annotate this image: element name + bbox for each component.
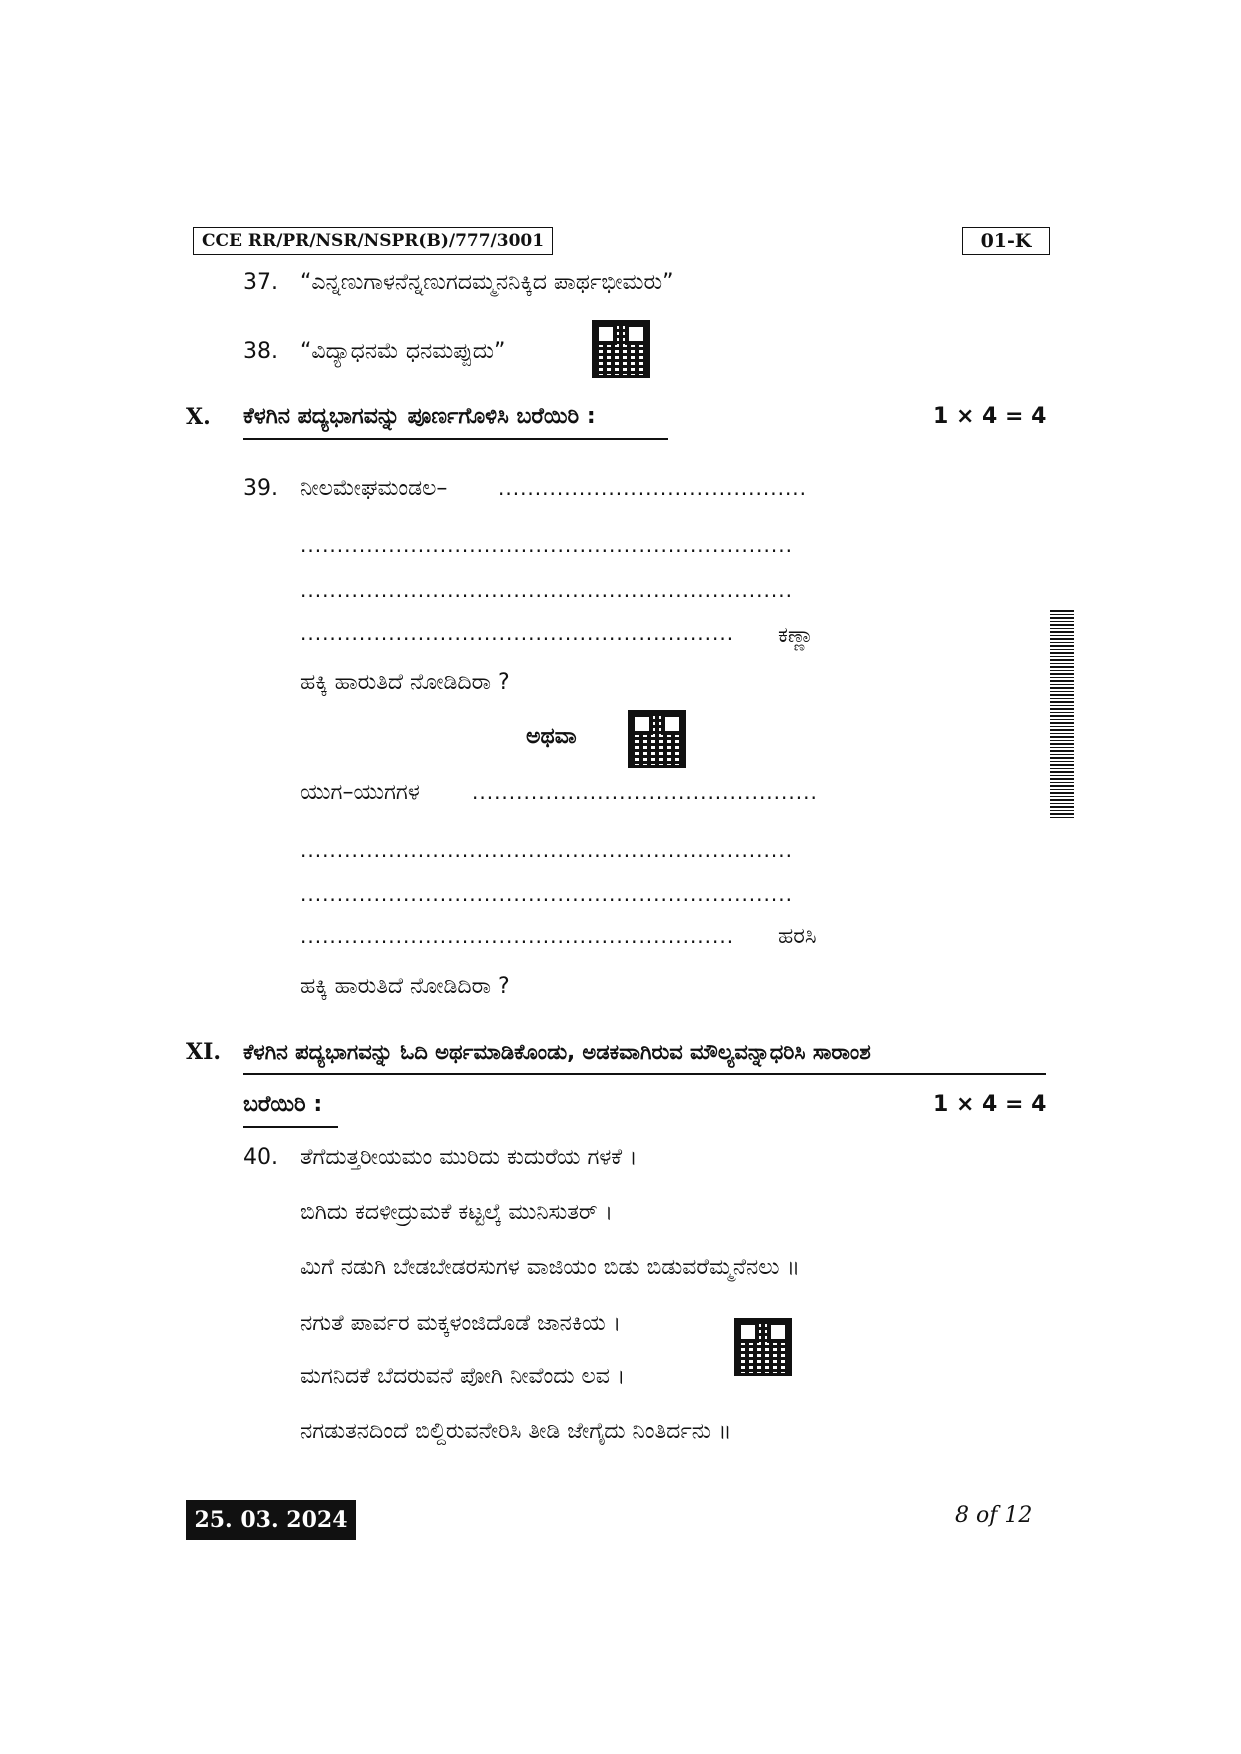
question-37-text: “ಎನ್ನಣುಗಾಳನೆನ್ನಣುಗದಮ್ಮನನಿಕ್ಕಿದ ಪಾರ್ಥಭೀಮರು” — [300, 270, 674, 295]
section-x-marks: 1 × 4 = 4 — [933, 404, 1047, 429]
paper-code: CCE RR/PR/NSR/NSPR(B)/777/3001 — [193, 227, 553, 255]
poem-line: ಮಗನಿದಕೆ ಬೆದರುವನೆ ಪೋಗಿ ನೀವೆಂದು ಲವ । — [300, 1364, 626, 1389]
barcode-icon — [1050, 610, 1074, 820]
qr-code-icon — [628, 710, 686, 768]
section-xi-title-cont: ಬರೆಯಿರಿ : — [243, 1092, 323, 1117]
blank-line: ........................................................... — [300, 621, 735, 645]
question-37-number: 37. — [243, 270, 278, 295]
blank-line: ........................................................... — [300, 924, 735, 948]
poem-line: ನಗಡುತನದಿಂದೆ ಬಿಲ್ದಿರುವನೇರಿಸಿ ತೀಡಿ ಜೇಗೈದು ನಿಂತಿರ್ದನು ॥ — [300, 1419, 732, 1444]
section-xi-title: ಕೆಳಗಿನ ಪದ್ಯಭಾಗವನ್ನು ಓದಿ ಅರ್ಥಮಾಡಿಕೊಂಡು, ಅಡಕವಾಗಿರುವ ಮೌಲ್ಯವನ್ನಾಧರಿಸಿ ಸಾರಾಂಶ — [243, 1040, 871, 1064]
poem-end-word: ಕಣ್ಣಾ — [778, 623, 814, 648]
exam-date: 25. 03. 2024 — [186, 1500, 356, 1540]
poem-refrain: ಹಕ್ಕಿ ಹಾರುತಿದೆ ನೋಡಿದಿರಾ ? — [300, 974, 510, 999]
question-39-number: 39. — [243, 476, 278, 501]
question-38-number: 38. — [243, 339, 278, 364]
alternate-poem-start: ಯುಗ–ಯುಗಗಳ — [300, 780, 420, 805]
section-xi-underline — [243, 1126, 338, 1128]
poem-line: ನಗುತೆ ಪಾರ್ವರ ಮಕ್ಕಳಂಜಿದೊಡೆ ಜಾನಕಿಯ । — [300, 1311, 622, 1336]
poem-end-word: ಹರಸಿ — [778, 924, 817, 949]
question-39-start: ನೀಲಮೇಘಮಂಡಲ– — [300, 476, 448, 501]
blank-line: ................................................................... — [300, 882, 793, 906]
section-xi-number: XI. — [186, 1039, 222, 1065]
section-xi-marks: 1 × 4 = 4 — [933, 1092, 1047, 1117]
section-x-title: ಕೆಳಗಿನ ಪದ್ಯಭಾಗವನ್ನು ಪೂರ್ಣಗೊಳಿಸಿ ಬರೆಯಿರಿ : — [243, 404, 596, 429]
qr-code-icon — [734, 1318, 792, 1376]
poem-line: ಮಿಗೆ ನಡುಗಿ ಬೇಡಬೇಡರಸುಗಳ ವಾಜಿಯಂ ಬಿಡು ಬಿಡುವರೆಮ್ಮನೆನಲು ॥ — [300, 1255, 800, 1280]
section-x-number: X. — [186, 404, 211, 430]
section-xi-underline — [243, 1073, 1046, 1075]
blank-line: ............................................... — [472, 780, 818, 804]
qr-code-icon — [592, 320, 650, 378]
blank-line: ................................................................... — [300, 578, 793, 602]
page-number: 8 of 12 — [955, 1503, 1033, 1528]
blank-line: .......................................... — [498, 476, 808, 500]
question-40-number: 40. — [243, 1145, 278, 1170]
question-38-text: “ವಿದ್ಯಾಧನಮೆ ಧನಮಪ್ಪುದು” — [300, 339, 506, 364]
poem-refrain: ಹಕ್ಕಿ ಹಾರುತಿದೆ ನೋಡಿದಿರಾ ? — [300, 670, 510, 695]
or-label: ಅಥವಾ — [526, 724, 577, 749]
poem-line: ಬಿಗಿದು ಕದಳೀದ್ರುಮಕೆ ಕಟ್ಟಲ್ಕೆ ಮುನಿಸುತರ್ । — [300, 1200, 614, 1225]
blank-line: ................................................................... — [300, 838, 793, 862]
paper-id: 01-K — [962, 227, 1050, 255]
poem-line: ತೆಗೆದುತ್ತರೀಯಮಂ ಮುರಿದು ಕುದುರೆಯ ಗಳಕೆ । — [300, 1145, 638, 1170]
section-x-underline — [243, 438, 668, 440]
blank-line: ................................................................... — [300, 533, 793, 557]
